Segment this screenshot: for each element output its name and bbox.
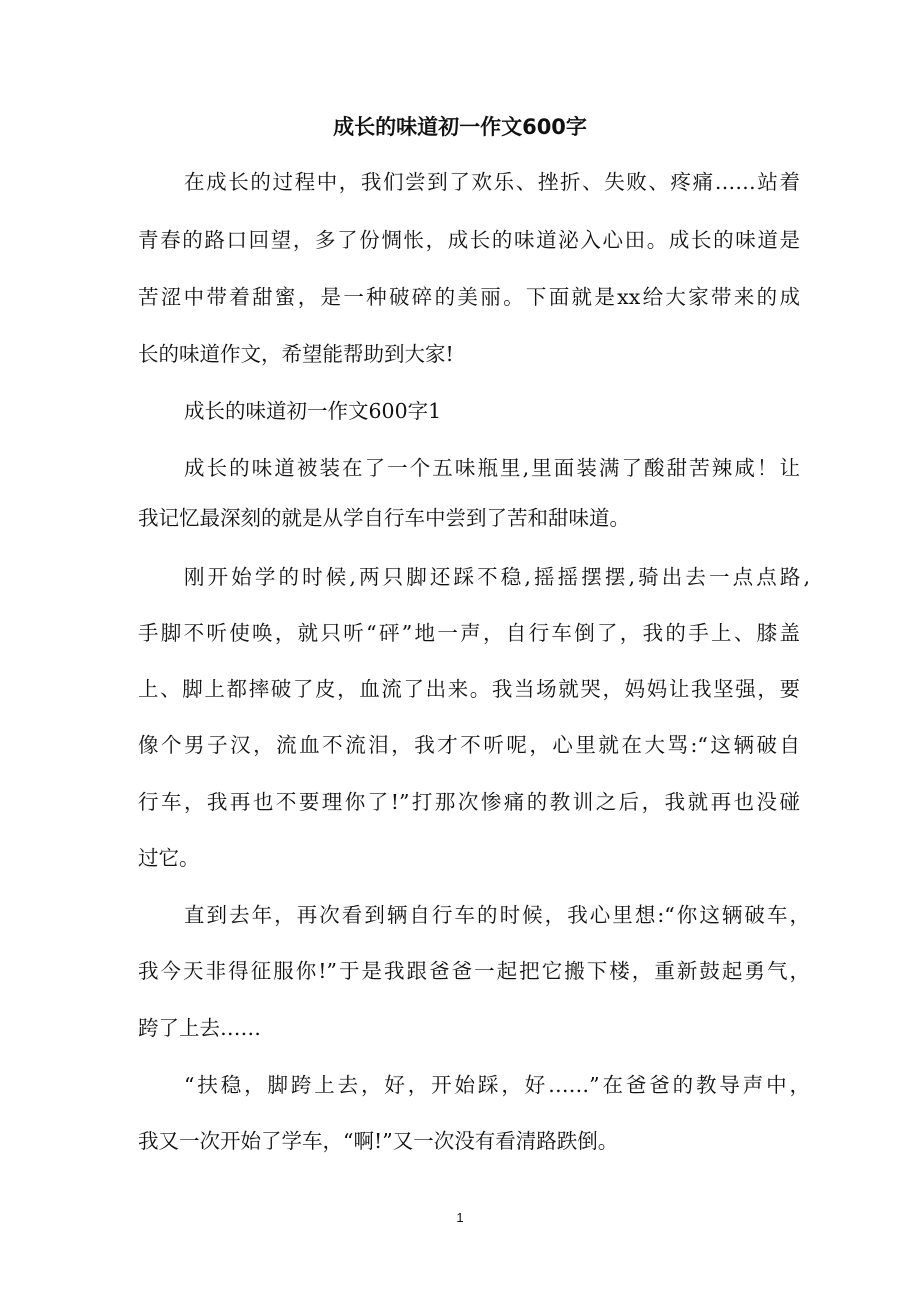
text-line: 上、脚上都摔破了皮，血流了出来。我当场就哭，妈妈让我坚强，要 — [138, 677, 800, 701]
text-line: 手脚不听使唤，就只听“砰”地一声，自行车倒了，我的手上、膝盖 — [138, 621, 800, 645]
document-title: 成长的味道初一作文600字 — [333, 115, 587, 139]
text-line: 跨了上去…… — [138, 1016, 261, 1040]
text-line: 成长的味道初一作文600字1 — [184, 399, 442, 423]
page-number: 1 — [456, 1210, 464, 1225]
text-line: 我记忆最深刻的就是从学自行车中尝到了苦和甜味道。 — [138, 506, 630, 530]
text-line: 行车，我再也不要理你了!”打那次惨痛的教训之后，我就再也没碰 — [138, 790, 800, 814]
text-line: 像个男子汉，流血不流泪，我才不听呢，心里就在大骂:“这辆破自 — [138, 733, 800, 757]
text-line: 直到去年，再次看到辆自行车的时候，我心里想:“你这辆破车， — [184, 903, 810, 927]
text-line: “扶稳，脚跨上去，好，开始踩，好……”在爸爸的教导声中， — [184, 1073, 810, 1097]
text-line: 过它。 — [138, 846, 200, 870]
text-line: 刚开始学的时候,两只脚还踩不稳,摇摇摆摆,骑出去一点点路, — [184, 565, 810, 589]
text-line: 青春的路口回望，多了份惆怅，成长的味道泌入心田。成长的味道是 — [138, 228, 800, 252]
text-line: 我又一次开始了学车，“啊!”又一次没有看清路跌倒。 — [138, 1129, 619, 1153]
text-line: 长的味道作文，希望能帮助到大家! — [138, 342, 454, 366]
text-line: 我今天非得征服你!”于是我跟爸爸一起把它搬下楼，重新鼓起勇气， — [138, 959, 810, 983]
text-line: 苦涩中带着甜蜜，是一种破碎的美丽。下面就是xx给大家带来的成 — [138, 285, 800, 309]
text-line: 在成长的过程中，我们尝到了欢乐、挫折、失败、疼痛……站着 — [184, 170, 800, 194]
text-line: 成长的味道被装在了一个五味瓶里,里面装满了酸甜苦辣咸！让 — [184, 456, 800, 480]
